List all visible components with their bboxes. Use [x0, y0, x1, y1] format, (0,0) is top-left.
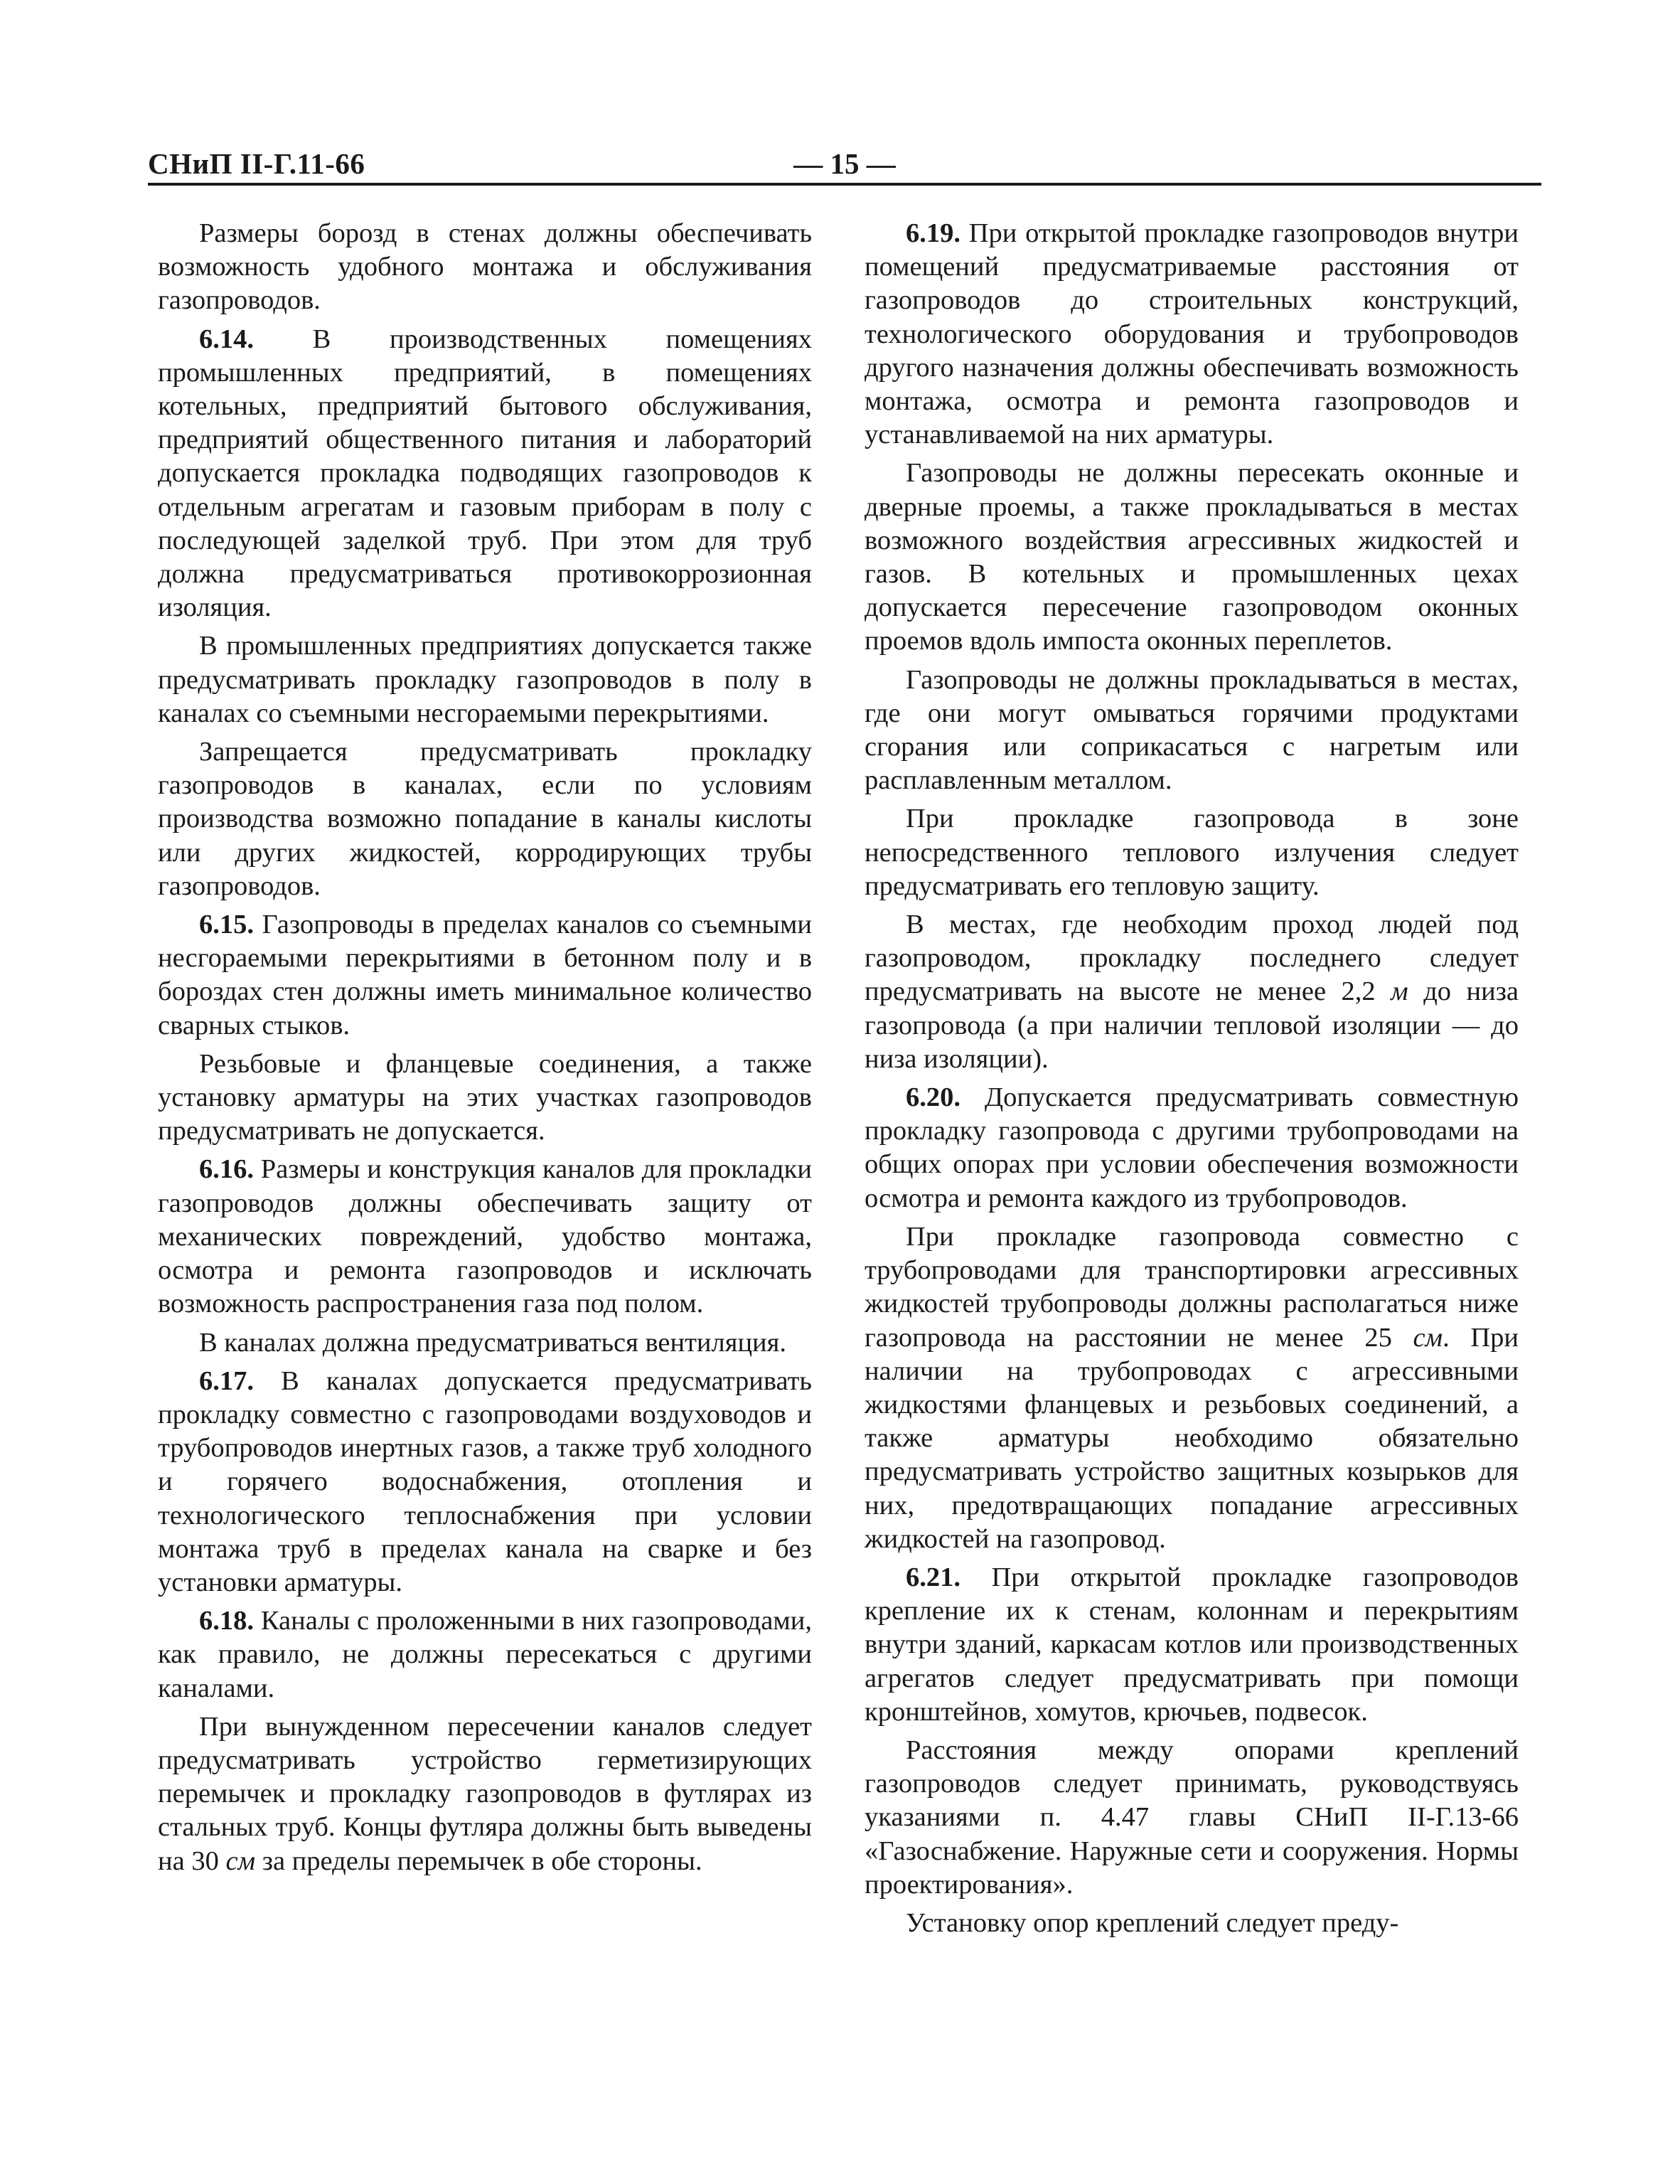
text-run: . При наличии на трубопроводах с агрессивными жидкостями фланцевых и резьбовых соединений, а также арматуры необходимо обязательно предусматривать устройство защитных козырьков для них, предотвращающих попадание агрессивных жидкостей на газопровод.	[865, 1322, 1519, 1554]
text-run: При вынужденном пересечении каналов следует предусматривать устройство герметизирующих перемычек и прокладку газопроводов в футлярах из стальных труб. Концы футляра должны быть выведены на 30	[158, 1711, 812, 1876]
clause-6-20	[865, 1081, 1519, 1215]
clause-text: При открытой прокладке газопроводов крепление их к стенам, колоннам и перекрытиям внутри зданий, каркасам котлов или производственных агрегатов следует предусматривать при помощи кронштейнов, хомутов, крючьев, подвесок.	[865, 1562, 1519, 1727]
paragraph: При прокладке газопровода в зоне непосредственного теплового излучения следует предусматривать его тепловую защиту.	[865, 804, 1519, 901]
clause-number: 6.20.	[906, 1082, 961, 1113]
paragraph: Установку опор креплений следует преду-	[906, 1907, 1399, 1938]
clause-6-21	[865, 1561, 1519, 1729]
clause-text: При открытой прокладке газопроводов внутри помещений предусматриваемые расстояния от газопроводов до строительных конструкций, технологического оборудования и трубопроводов другого назначения должны обеспечивать возможность монтажа, осмотра и ремонта газопроводов и устанавливаемой на них арматуры.	[865, 218, 1519, 450]
text-run: В местах, где необходим проход людей под газопроводом, прокладку последнего следует предусматривать на высоте не менее 2,2	[865, 910, 1519, 1007]
left-column	[158, 217, 812, 1883]
clause-number: 6.19.	[906, 218, 961, 248]
text-run: до низа газопровода (а при наличии тепловой изоляции — до низа изоляции).	[865, 976, 1519, 1074]
page-number: — 15 —	[793, 147, 896, 180]
paragraph: Резьбовые и фланцевые соединения, а также установку арматуры на этих участках газопроводов предусматривать не допускается.	[158, 1048, 812, 1146]
clause-text: Газопроводы в пределах каналов со съемными несгораемыми перекрытиями в бетонном полу и в бороздах стен должны иметь минимальное количество сварных стыков.	[158, 910, 812, 1040]
clause-number: 6.14.	[199, 324, 254, 354]
clause-6-14	[158, 323, 812, 625]
paragraph	[865, 908, 1519, 1076]
clause-6-17	[158, 1365, 812, 1599]
clause-number: 6.15.	[199, 910, 254, 940]
clause-number: 6.17.	[199, 1365, 254, 1396]
paragraph: Размеры борозд в стенах должны обеспечивать возможность удобного монтажа и обслуживания газопроводов.	[158, 218, 812, 316]
unit: м	[1391, 976, 1408, 1007]
clause-6-19	[865, 217, 1519, 452]
clause-6-15	[158, 908, 812, 1043]
clause-6-18	[158, 1604, 812, 1705]
paragraph	[865, 1220, 1519, 1556]
clause-text: В каналах допускается предусматривать прокладку совместно с газопроводами воздуховодов и трубопроводов инертных газов, а также труб холодного и горячего водоснабжения, отопления и технологического теплоснабжения при условии монтажа труб в пределах канала на сварке и без установки арматуры.	[158, 1365, 812, 1597]
unit: см	[1413, 1322, 1443, 1353]
header-rule	[148, 183, 1541, 186]
document-code: СНиП II-Г.11-66	[148, 147, 365, 180]
clause-text: В производственных помещениях промышленных предприятий, в помещениях котельных, предприятий бытового обслуживания, предприятий общественного питания и лабораторий допускается прокладка подводящих газопроводов к отдельным агрегатам и газовым приборам в полу с последующей заделкой труб. При этом для труб должна предусматриваться противокоррозионная изоляция.	[158, 324, 812, 623]
clause-6-16	[158, 1153, 812, 1321]
clause-text: Каналы с проложенными в них газопроводами, как правило, не должны пересекаться с другими каналами.	[158, 1606, 812, 1703]
clause-number: 6.18.	[199, 1606, 254, 1636]
clause-text: Допускается предусматривать совместную прокладку газопровода с другими трубопроводами на общих опорах при условии обеспечения возможности осмотра и ремонта каждого из трубопроводов.	[865, 1082, 1519, 1213]
paragraph	[158, 1710, 812, 1878]
paragraph: В каналах должна предусматриваться вентиляция.	[199, 1327, 786, 1358]
paragraph: Газопроводы не должны пересекать оконные и дверные проемы, а также прокладываться в местах возможного воздействия агрессивных жидкостей и газов. В котельных и промышленных цехах допускается пересечение газопроводом оконных проемов вдоль импоста оконных переплетов.	[865, 458, 1519, 656]
paragraph: В промышленных предприятиях допускается также предусматривать прокладку газопроводов в полу в каналах со съемными несгораемыми перекрытиями.	[158, 631, 812, 728]
right-column	[865, 217, 1519, 1940]
text-run: за пределы перемычек в обе стороны.	[255, 1845, 702, 1876]
clause-number: 6.21.	[906, 1562, 961, 1592]
text-run: При прокладке газопровода совместно с трубопроводами для транспортировки агрессивных жидкостей трубопроводы должны располагаться ниже газопровода на расстоянии не менее 25	[865, 1221, 1519, 1353]
paragraph: Расстояния между опорами креплений газопроводов следует принимать, руководствуясь указаниями п. 4.47 главы СНиП II-Г.13-66 «Газоснабжение. Наружные сети и сооружения. Нормы проектирования».	[865, 1735, 1519, 1900]
paragraph: Газопроводы не должны прокладываться в местах, где они могут омываться горячими продуктами сгорания или соприкасаться с нагретым или расплавленным металлом.	[865, 664, 1519, 796]
unit: см	[225, 1845, 256, 1876]
paragraph: Запрещается предусматривать прокладку газопроводов в каналах, если по условиям производства возможно попадание в каналы кислоты или других жидкостей, корродирующих трубы газопроводов.	[158, 737, 812, 901]
clause-number: 6.16.	[199, 1154, 254, 1185]
clause-text: Размеры и конструкция каналов для прокладки газопроводов должны обеспечивать защиту от механических повреждений, удобство монтажа, осмотра и ремонта газопроводов и исключать возможность распространения газа под полом.	[158, 1154, 812, 1319]
